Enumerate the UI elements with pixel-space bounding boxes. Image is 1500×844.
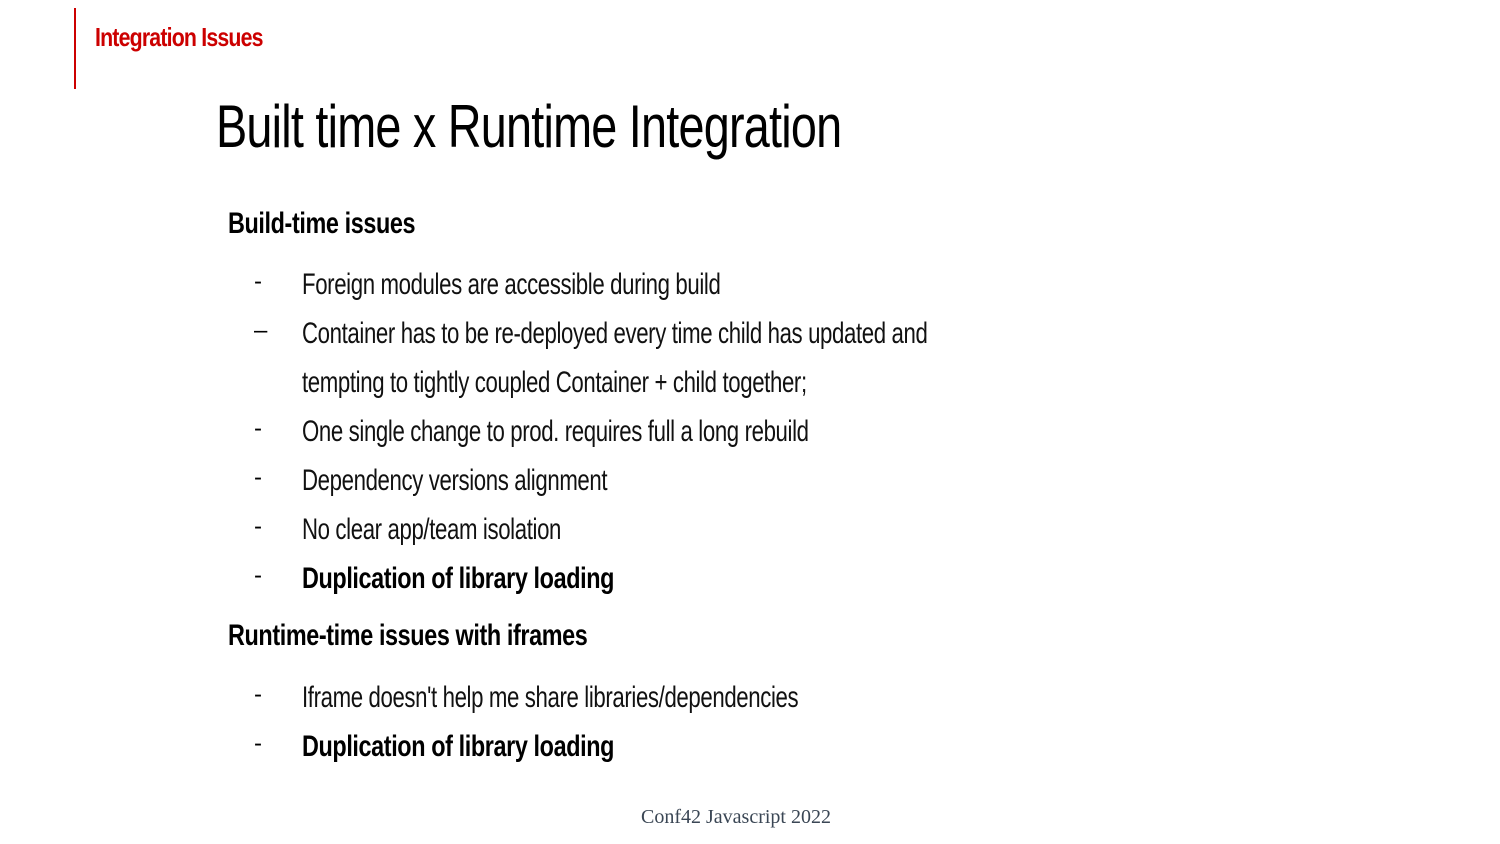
bullet-text: Container has to be re-deployed every time child has updated and bbox=[302, 317, 928, 350]
bullet-text-bold: Duplication of library loading bbox=[302, 730, 615, 763]
list-item bbox=[0, 415, 1200, 455]
bullet-dash: - bbox=[254, 415, 262, 442]
list-item bbox=[0, 464, 1200, 504]
bullet-text: Iframe doesn't help me share libraries/dependencies bbox=[302, 681, 799, 714]
build-time-heading: Build-time issues bbox=[228, 207, 416, 240]
bullet-dash: - bbox=[254, 268, 262, 295]
list-item bbox=[0, 513, 1200, 553]
list-item bbox=[0, 317, 1200, 357]
runtime-issues-heading: Runtime-time issues with iframes bbox=[228, 619, 588, 652]
bullet-dash: - bbox=[254, 681, 262, 708]
bullet-text: tempting to tightly coupled Container + child together; bbox=[302, 366, 807, 399]
list-item bbox=[0, 681, 1200, 721]
bullet-dash: - bbox=[254, 562, 262, 589]
list-item-continuation bbox=[0, 366, 1200, 406]
slide-title: Built time x Runtime Integration bbox=[216, 93, 842, 160]
accent-bar bbox=[74, 8, 76, 89]
footer-text: Conf42 Javascript 2022 bbox=[641, 806, 831, 828]
bullet-text: Dependency versions alignment bbox=[302, 464, 608, 497]
bullet-dash: – bbox=[254, 317, 268, 344]
bullet-dash: - bbox=[254, 513, 262, 540]
bullet-dash: - bbox=[254, 730, 262, 757]
bullet-text: Foreign modules are accessible during build bbox=[302, 268, 721, 301]
list-item bbox=[0, 730, 1200, 770]
bullet-text: One single change to prod. requires full a long rebuild bbox=[302, 415, 809, 448]
list-item bbox=[0, 268, 1200, 308]
bullet-text: No clear app/team isolation bbox=[302, 513, 562, 546]
list-item bbox=[0, 562, 1200, 602]
bullet-text-bold: Duplication of library loading bbox=[302, 562, 615, 595]
section-label: Integration Issues bbox=[95, 22, 263, 52]
bullet-dash: - bbox=[254, 464, 262, 491]
